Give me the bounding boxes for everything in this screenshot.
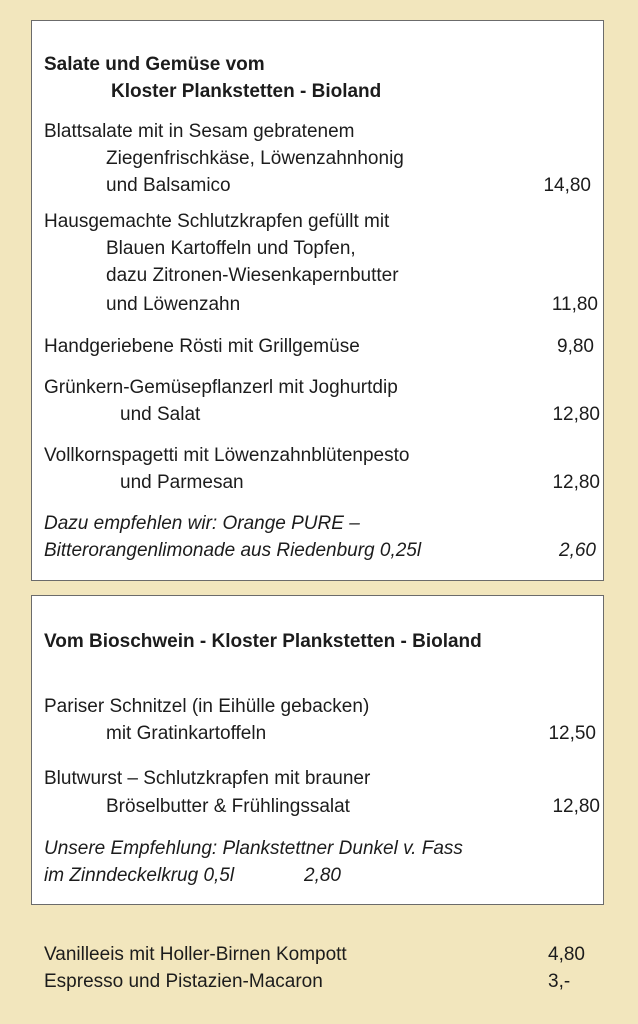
menu-item-line: und Löwenzahn [106, 294, 241, 315]
menu-item-price: 12,80 [552, 404, 600, 425]
menu-item-line: und Balsamico [106, 175, 231, 196]
menu-item-line: Pariser Schnitzel (in Eihülle gebacken) [44, 696, 370, 717]
menu-item-line: Handgeriebene Rösti mit Grillgemüse [44, 336, 360, 357]
dessert-item-label: Espresso und Pistazien-Macaron [44, 971, 323, 992]
menu-item-price: 14,80 [543, 175, 591, 196]
menu-item-line: und Parmesan [120, 472, 244, 493]
menu-item-price: 12,50 [548, 723, 596, 744]
beer-recommendation-line1: Unsere Empfehlung: Plankstettner Dunkel v. Fass [44, 838, 463, 859]
beer-recommendation-price: 2,80 [304, 865, 341, 886]
dessert-item-price: 4,80 [548, 944, 585, 965]
menu-item-price: 9,80 [557, 336, 594, 357]
menu-item-line: Grünkern-Gemüsepflanzerl mit Joghurtdip [44, 377, 398, 398]
menu-item-line: Hausgemachte Schlutzkrapfen gefüllt mit [44, 211, 390, 232]
menu-item-price: 11,80 [551, 294, 598, 315]
menu-item-line: Blattsalate mit in Sesam gebratenem [44, 121, 355, 142]
drink-recommendation-price: 2,60 [559, 540, 596, 561]
menu-item-price: 12,80 [552, 472, 600, 493]
menu-item-line: Vollkornspagetti mit Löwenzahnblütenpesto [44, 445, 410, 466]
section1-title-line2: Kloster Plankstetten - Bioland [111, 81, 382, 102]
section1-title-line1: Salate und Gemüse vom [44, 54, 265, 75]
dessert-item-label: Vanilleeis mit Holler-Birnen Kompott [44, 944, 347, 965]
menu-item-line: Blutwurst – Schlutzkrapfen mit brauner [44, 768, 371, 789]
drink-recommendation-line1: Dazu empfehlen wir: Orange PURE – [44, 513, 360, 534]
menu-item-line: dazu Zitronen-Wiesenkapernbutter [106, 265, 399, 286]
menu-item-line: Ziegenfrischkäse, Löwenzahnhonig [106, 148, 404, 169]
menu-item-line: Blauen Kartoffeln und Topfen, [106, 238, 356, 259]
drink-recommendation-line2: Bitterorangenlimonade aus Riedenburg 0,25l [44, 540, 422, 561]
beer-recommendation-line2: im Zinndeckelkrug 0,5l [44, 865, 235, 886]
menu-item-line: Bröselbutter & Frühlingssalat [106, 796, 350, 817]
menu-item-price: 12,80 [552, 796, 600, 817]
menu-item-line: und Salat [120, 404, 201, 425]
dessert-item-price: 3,- [548, 971, 571, 992]
menu-item-line: mit Gratinkartoffeln [106, 723, 267, 744]
section2-title: Vom Bioschwein - Kloster Plankstetten - Bioland [44, 631, 482, 652]
